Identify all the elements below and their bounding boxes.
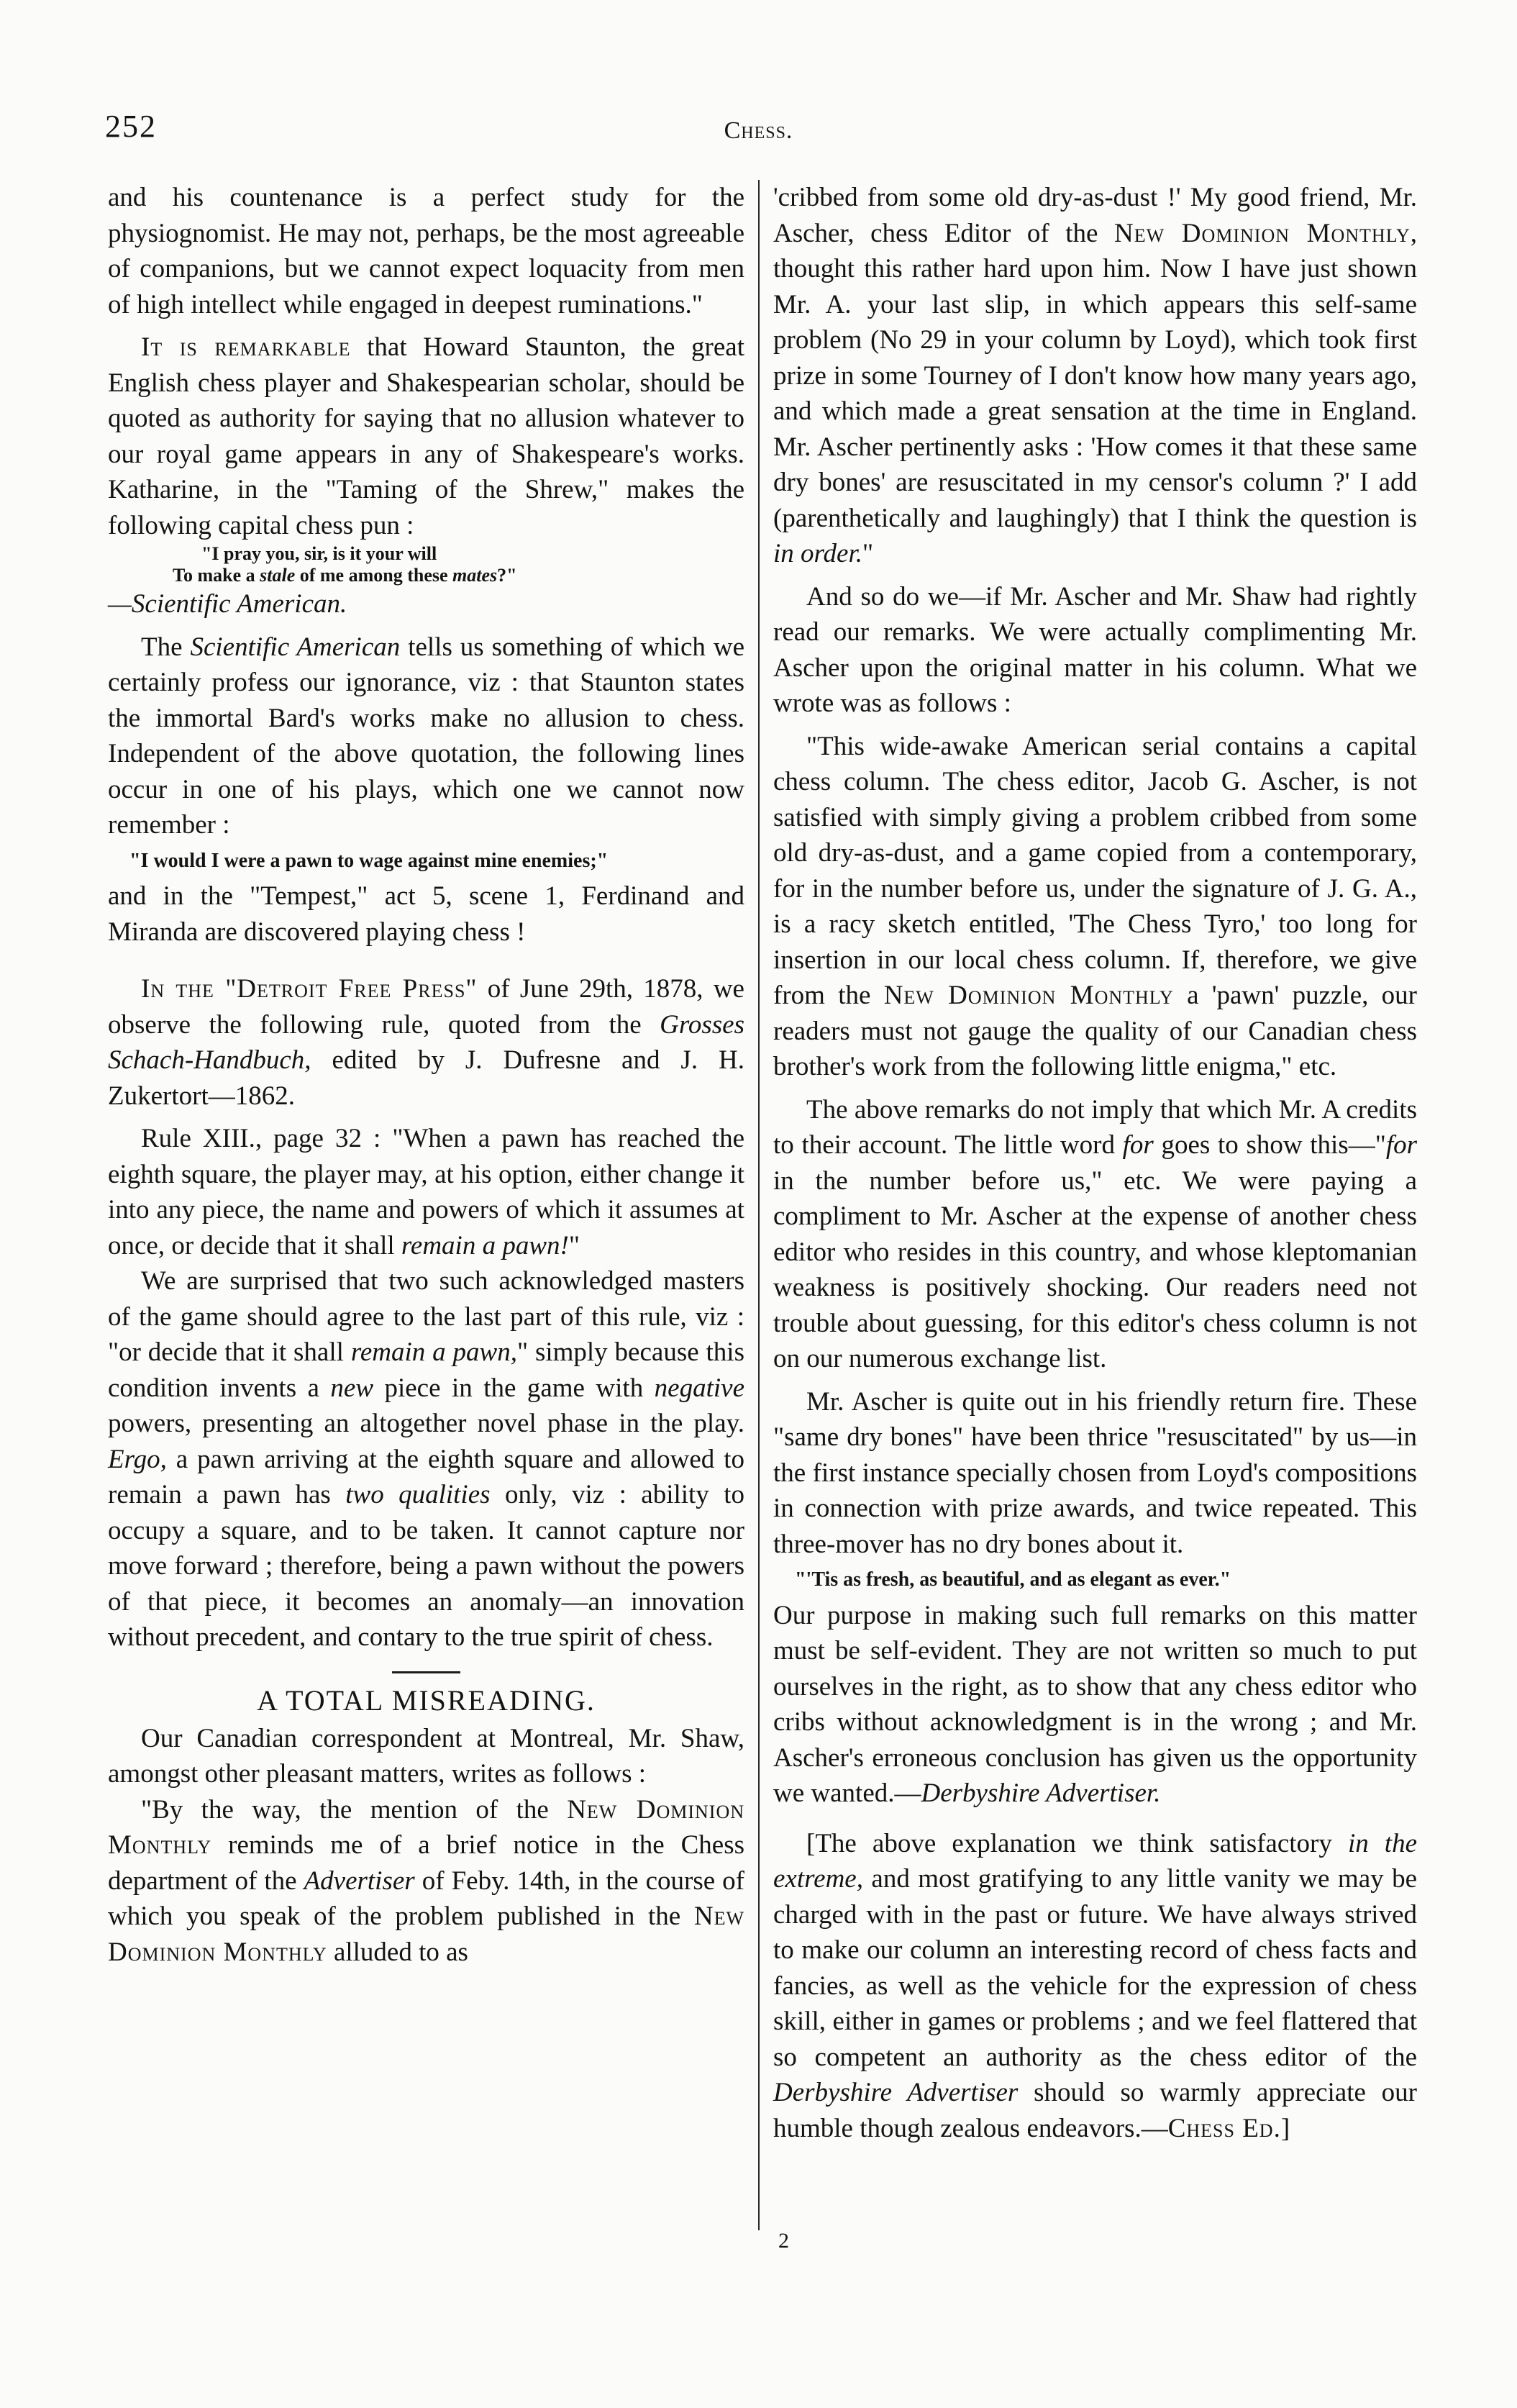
paragraph: and in the "Tempest," act 5, scene 1, Ferdinand and Miranda are discovered playing chess ! [108,881,744,947]
paragraph: [The above explanation we think satisfactory in the extreme, and most gratifying to any little vanity we may be charged with in the past or future. We have always strived to make our column an interesting record of chess facts and fancies, as well as the vehicle for the expression of chess skill, either in games or problems ; and we feel flattered that so competent an authority as the chess editor of the Derbyshire Advertiser should so warmly appreciate our humble though zealous endeavors.—Chess Ed.] [773,1828,1418,2143]
signature-mark: 2 [778,2229,789,2253]
column-divider [758,180,760,2230]
page-header [0,108,1517,158]
block-quote: "I pray you, sir, is it your will To make a stale of me among these mates?" [173,543,517,586]
paragraph: "By the way, the mention of the New Dominion Monthly reminds me of a brief notice in the Chess department of the Advertiser of Feby. 14th, in the course of which you speak of the problem published in the New Dominion Monthly alluded to as [108,1794,744,1967]
right-column [773,180,1417,2146]
paragraph: "This wide-awake American serial contains a capital chess column. The chess editor, Jacob G. Ascher, is not satisfied with simply giving a problem cribbed from some old dry-as-dust, and a game copied from a contemporary, for in the number before us, under the signature of J. G. A., is a racy sketch entitled, 'The Chess Tyro,' too long for insertion in our local chess column. If, therefore, we give from the New Dominion Monthly a 'pawn' puzzle, our readers must not gauge the quality of our Canadian chess brother's work from the following little enigma," etc. [773,731,1417,1081]
running-title: Chess. [724,117,793,144]
paragraph: and his countenance is a perfect study for the physiognomist. He may not, perhaps, be the most agreeable of companions, but we cannot expect loquacity from men of high intellect while engaged in deepest ruminations." [108,183,744,319]
page-number: 252 [105,109,157,144]
paragraph: 'cribbed from some old dry-as-dust !' My good friend, Mr. Ascher, chess Editor of the New Dominion Monthly, thought this rather hard upon him. Now I have just shown Mr. A. your last slip, in which appears this self-same problem (No 29 in your column by Loyd), which took first prize in some Tourney of I don't know how many years ago, and which made a great sensation at the time in England. Mr. Ascher pertinently asks : 'How comes it that these same dry bones' are resuscitated in my censor's column ?' I add (parenthetically and laughingly) that I think the question is in order." [773,183,1417,568]
paragraph: We are surprised that two such acknowledged masters of the game should agree to the last part of this rule, viz : "or decide that it shall remain a pawn," simply because this condition invents a new piece in the game with negative powers, presenting an altogether novel phase in the play. Ergo, a pawn arriving at the eighth square and allowed to remain a pawn has two qualities only, viz : ability to occupy a square, and to be taken. It cannot capture nor move forward ; therefore, being a pawn without the powers of that piece, it becomes an anomaly—an innovation without precedent, and contary to the true spirit of chess. [108,1266,744,1652]
paragraph: Our purpose in making such full remarks on this matter must be self-evident. They are not written so much to put ourselves in the right, as to show that any chess editor who cribs without acknowledgment is in the wrong ; and Mr. Ascher's erroneous conclusion has given us the opportunity we wanted.—Derbyshire Advertiser. [773,1600,1417,1808]
paragraph: Mr. Ascher is quite out in his friendly return fire. These "same dry bones" have been thrice "resuscitated" by us—in the first instance specially chosen from Loyd's compositions in connection with prize awards, and twice repeated. This three-mover has no dry bones about it. [773,1386,1417,1559]
section-separator [392,1671,460,1673]
paragraph: Rule XIII., page 32 : "When a pawn has reached the eighth square, the player may, at his option, either change it into any piece, the name and powers of which it assumes at once, or decide that it shall remain a pawn!" [108,1124,744,1260]
section-heading: A TOTAL MISREADING. [257,1684,596,1717]
paragraph: In the "Detroit Free Press" of June 29th, 1878, we observe the following rule, quoted from the Grosses Schach-Handbuch, edited by J. Dufresne and J. H. Zukertort—1862. [108,974,744,1111]
paragraph: It is remarkable that Howard Staunton, the great English chess player and Shakespearian scholar, should be quoted as authority for saying that no allusion whatever to our royal game appears in any of Shakespeare's works. Katharine, in the "Taming of the Shrew," makes the following capital chess pun : [108,332,744,540]
paragraph: The Scientific American tells us something of which we certainly profess our ignorance, viz : that Staunton states the immortal Bard's works make no allusion to chess. Independent of the above quotation, the following lines occur in one of his plays, which one we cannot now remember : [108,632,745,840]
block-quote: "'Tis as fresh, as beautiful, and as elegant as ever." [795,1568,1231,1591]
paragraph: The above remarks do not imply that which Mr. A credits to their account. The little word for goes to show this—"for in the number before us," etc. We were paying a compliment to Mr. Ascher at the expense of another chess editor who resides in this country, and whose kleptomanian weakness is positively shocking. Our readers need not trouble about guessing, for this editor's chess column is not on our numerous exchange list. [773,1094,1417,1373]
attribution: —Scientific American. [108,589,347,619]
paragraph: Our Canadian correspondent at Montreal, Mr. Shaw, amongst other pleasant matters, writes as follows : [108,1723,744,1789]
left-column [108,180,744,1970]
paragraph: And so do we—if Mr. Ascher and Mr. Shaw had rightly read our remarks. We were actually complimenting Mr. Ascher upon the original matter in his column. What we wrote was as follows : [773,581,1417,718]
block-quote: "I would I were a pawn to wage against mine enemies;" [129,849,609,872]
